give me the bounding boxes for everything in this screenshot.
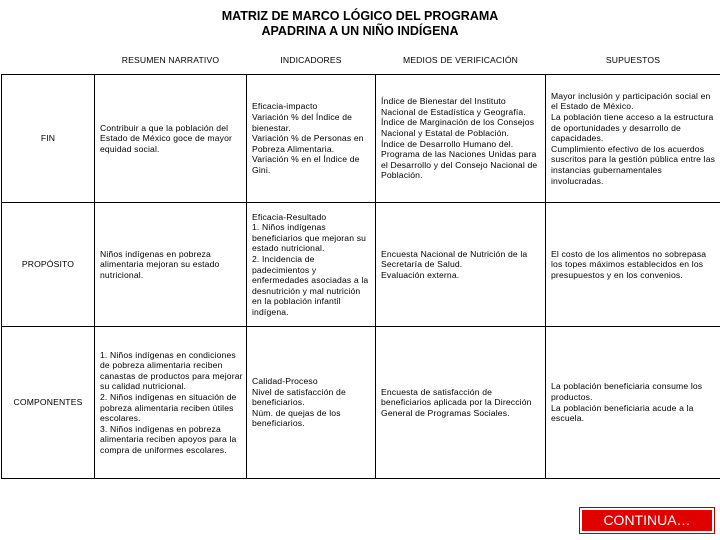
header-supuestos: SUPUESTOS [605,54,661,65]
cell-supuestos: Mayor inclusión y participación social en el Estado de México. La población tiene acceso a la estructura de oportunidades y desarrollo de capacidades. Cumplimiento efectivo de los acuerdos suscritos para la gestión pública entre las instancias gubernamentales involucradas. [546,75,720,203]
cell-indicadores: Eficacia-impacto Variación % del Índice de bienestar. Variación % de Personas en Pobreza Alimentaria. Variación % en el Índice de Gini. [247,75,376,203]
cell-supuestos: La población beneficiaria consume los productos. La población beneficiaria acude a la escuela. [546,327,720,479]
table-row-proposito [2,203,720,327]
cell-indicadores: Eficacia-Resultado 1. Niños indígenas beneficiarios que mejoran su estado nutricional. 2. Incidencia de padecimientos y enfermedades asociadas a la desnutrición y mal nutrición en la población infantil indígena. [247,203,376,327]
table-row-fin [2,75,720,203]
cell-resumen: 1. Niños indígenas en condiciones de pobreza alimentaria reciben canastas de productos para mejorar su calidad nutricional. 2. Niños indígenas en situación de pobreza alimentaria reciben útiles escolares. 3. Niños indígenas en pobreza alimentaria reciben apoyos para la compra de uniformes escolares. [95,327,247,479]
cell-supuestos: El costo de los alimentos no sobrepasa los topes máximos establecidos en los presupuestos y en los convenios. [546,203,720,327]
cell-resumen: Niños indígenas en pobreza alimentaria mejoran su estado nutricional. [95,203,247,327]
row-label-componentes: COMPONENTES [2,327,95,479]
cell-medios: Índice de Bienestar del Instituto Nacional de Estadística y Geografía. Índice de Marginación de los Consejos Nacional y Estatal de Población. Índice de Desarrollo Humano del. Programa de las Naciones Unidas para el Desarrollo y del Consejo Nacional de Población. [376,75,546,203]
cell-resumen: Contribuir a que la población del Estado de México goce de mayor equidad social. [95,75,247,203]
cell-medios: Encuesta Nacional de Nutrición de la Secretaría de Salud. Evaluación externa. [376,203,546,327]
row-label-proposito: PROPÓSITO [2,203,95,327]
header-medios-verificacion: MEDIOS DE VERIFICACIÓN [402,54,519,65]
row-label-fin: FIN [2,75,95,203]
cell-indicadores: Calidad-Proceso Nivel de satisfacción de beneficiarios. Núm. de quejas de los beneficiarios. [247,327,376,479]
continue-button[interactable]: CONTINUA… [580,508,714,533]
header-row [2,46,720,75]
cell-medios: Encuesta de satisfacción de beneficiarios aplicada por la Dirección General de Programas Sociales. [376,327,546,479]
page-title: MATRIZ DE MARCO LÓGICO DEL PROGRAMA APADRINA A UN NIÑO INDÍGENA [221,9,499,38]
logical-framework-matrix [1,46,720,479]
table-row-componentes [2,327,720,479]
header-empty [2,46,95,75]
header-indicadores: INDICADORES [280,54,342,65]
header-resumen-narrativo: RESUMEN NARRATIVO [121,54,220,65]
